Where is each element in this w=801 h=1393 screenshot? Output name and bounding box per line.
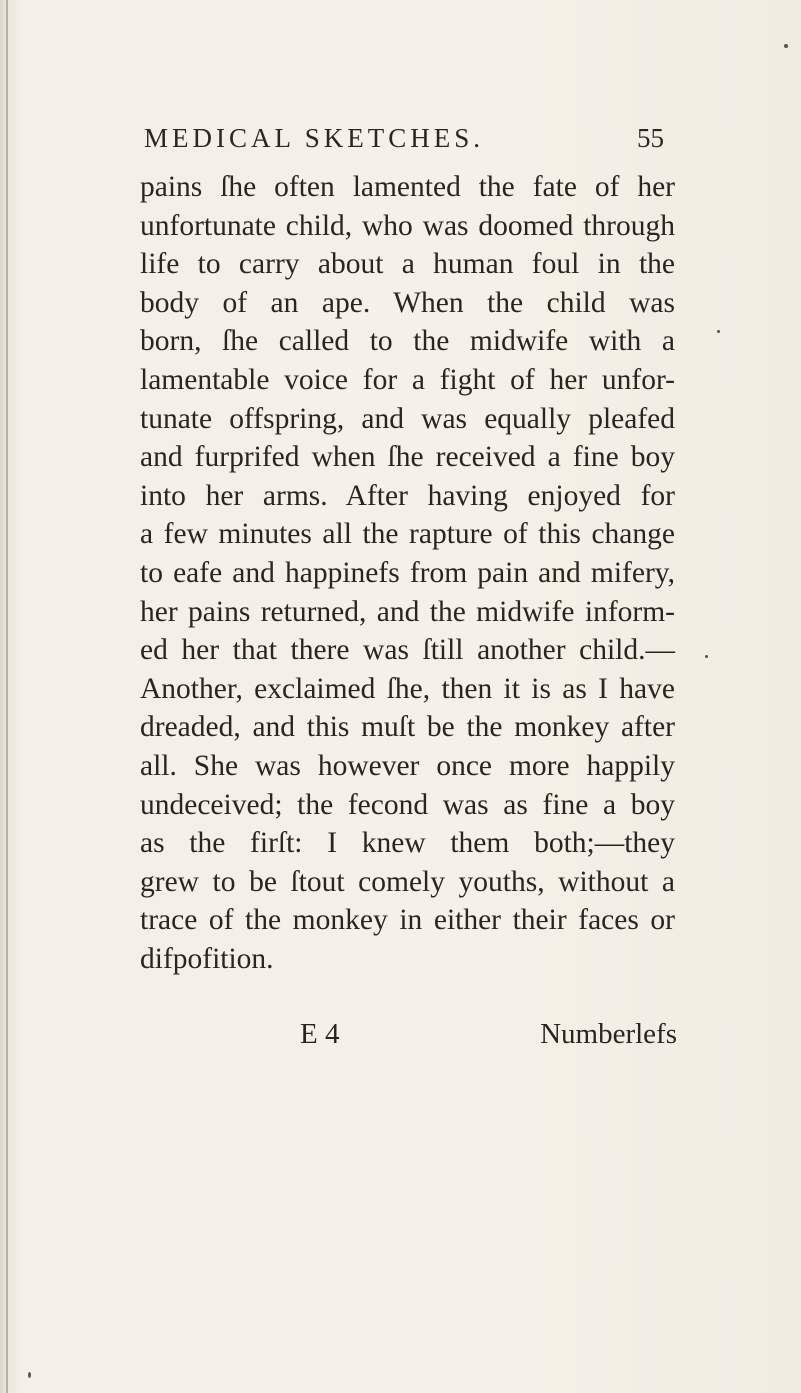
page-number: 55 [637, 123, 664, 153]
ink-speck [717, 330, 720, 333]
text-line: her pains returned, and the midwife inform- [140, 595, 675, 628]
ink-speck [784, 44, 788, 48]
body-paragraph [140, 168, 675, 978]
page-header [144, 123, 664, 154]
text-line-last: difpofition. [140, 942, 274, 975]
text-line: dreaded, and this muſt be the monkey after [140, 711, 675, 744]
text-line: ed her that there was ſtill another child.— [140, 634, 675, 667]
text-line: undeceived; the fecond was as fine a boy [140, 788, 675, 821]
signature-mark: E 4 [300, 1018, 340, 1050]
text-line: trace of the monkey in either their faces or [140, 904, 675, 937]
text-line: a few minutes all the rapture of this change [140, 518, 675, 551]
binding-edge [6, 0, 8, 1393]
footer-line [300, 1018, 677, 1051]
text-line: pains ſhe often lamented the fate of her [140, 171, 675, 203]
text-line: grew to be ſtout comely youths, without a [140, 865, 675, 898]
ink-speck [28, 1372, 31, 1378]
text-line: all. She was however once more happily [140, 749, 675, 782]
text-line: to eafe and happinefs from pain and mifery, [140, 556, 675, 589]
text-line: as the firſt: I knew them both;—they [140, 827, 675, 860]
text-line: Another, exclaimed ſhe, then it is as I have [140, 672, 675, 705]
text-line: life to carry about a human foul in the [140, 248, 675, 281]
text-line: unfortunate child, who was doomed through [140, 209, 675, 242]
text-line: lamentable voice for a fight of her unfor- [140, 363, 675, 396]
text-line: tunate offspring, and was equally pleafed [140, 402, 675, 435]
text-line: body of an ape. When the child was [140, 286, 675, 319]
text-line: born, ſhe called to the midwife with a [140, 325, 675, 358]
text-line: into her arms. After having enjoyed for [140, 479, 675, 512]
catchword: Numberlefs [540, 1018, 677, 1050]
ink-speck [705, 655, 708, 658]
running-head: MEDICAL SKETCHES. [144, 123, 485, 153]
text-line: and furprifed when ſhe received a fine boy [140, 441, 675, 474]
